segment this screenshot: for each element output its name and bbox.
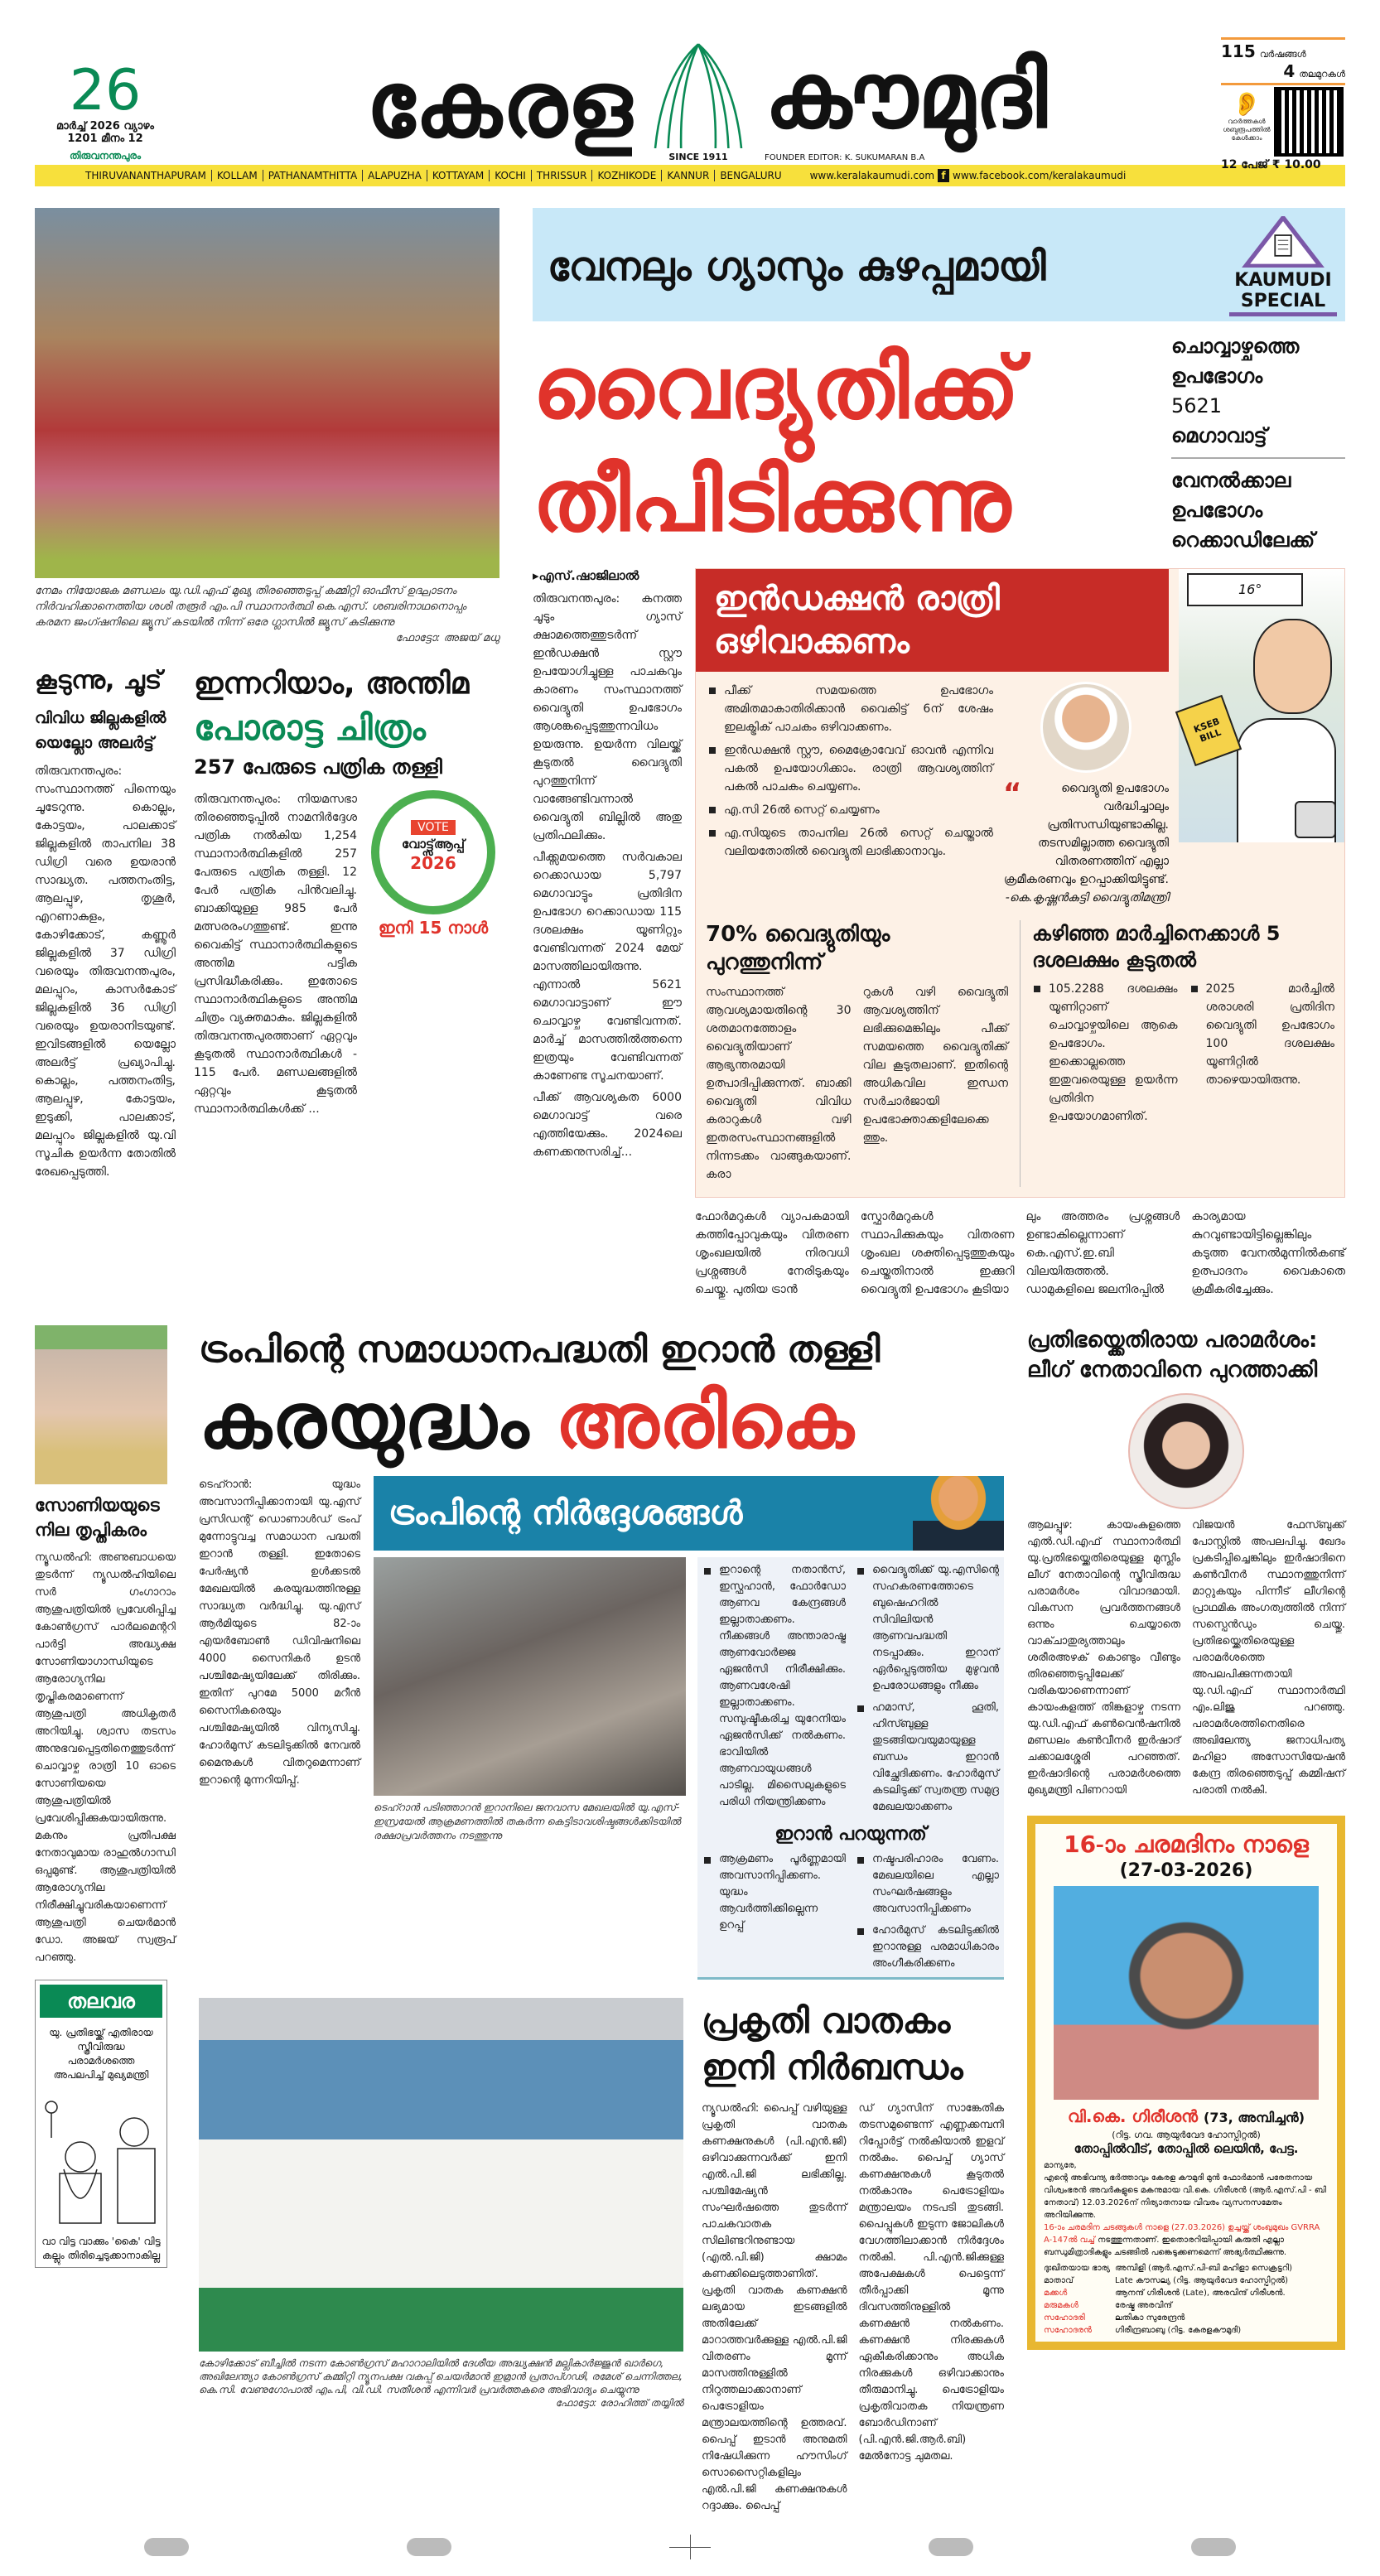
trump-portrait (913, 1476, 1004, 1551)
facebook-link[interactable]: www.facebook.com/keralakaumudi (953, 170, 1127, 181)
lead-byline: ▸എസ്.ഷാജിലാൽ (533, 568, 639, 583)
relation-value: ആനന്ദ് ഗിരീശൻ (Late), അരവിന്ദ് ഗിരീശൻ. (1115, 2289, 1286, 2298)
proposal-item: ഇറാന്റെ നതാൻസ്, ഇസ്ഫഹാൻ, ഫോർഡോ ആണവ കേന്ദ്രങ്ങൾ ഇല്ലാതാക്കണം. നീക്കങ്ങൾ അന്താരാഷ്ട്ര ആണവോർജ്ജ ഏജൻസി നിരീക്ഷിക്കും. ആണവശേഷി ഇല്ലാതാക്കണം. സമ്പുഷ്ടീകരിച്ച യുറേനിയം ഏജൻസിക്ക് നൽകണം. ഭാവിയിൽ ആണവായുധങ്ങൾ പാടില്ല. മിസൈലുകളുടെ പരിധി നിയന്ത്രിക്കണം (702, 1562, 846, 1811)
relation-key: ദുഃഖിതയായ ഭാര്യ (1044, 2264, 1111, 2273)
title-line: ഒഴിവാക്കണം (714, 623, 910, 661)
column-divider (1020, 920, 1021, 1187)
countdown: ഇനി 15 നാൾ (378, 918, 489, 938)
paragraph: കാര്യമായ കുറവുണ്ടായിട്ടില്ലെങ്കിലും കടുത്ത വേനൽമുന്നിൽകണ്ട് ഉത്പാദനം വൈകാതെ ക്രമീകരിച്ചേക്കും. (1191, 1210, 1345, 1296)
rubble-photo (374, 1557, 686, 1796)
page-nav-handle[interactable] (929, 2538, 973, 2556)
special-line-2: SPECIAL (1229, 291, 1337, 316)
cartoon-caption: വാ വിട്ട വാക്കും 'കൈ' വിട്ട കല്ലും തിരിച്ചെടുക്കാനാകില്ല (41, 2236, 161, 2261)
paragraph: സ്ഫോർമറുകൾ സ്ഥാപിക്കുകയും വിതരണ ശൃംഖല ശക്തിപ്പെടുത്തുകയും ചെയ്തതിനാൽ ഇക്കുറി വൈദ്യുതി ഉപഭോഗം കൂടിയാ (860, 1210, 1015, 1296)
photo-credit: ഫോട്ടോ: രോഹിത്ത് തയ്യിൽ (555, 2397, 683, 2409)
years-number: 115 (1221, 41, 1256, 61)
bullet-item: എ.സി 26ൽ സെറ്റ് ചെയ്യണം (707, 801, 993, 819)
cartoon-top-text: യു. പ്രതിഭയ്ക്ക് എതിരായ സ്ത്രീവിരുദ്ധ പരാമർശത്തെ അപലപിച്ച് മുഖ്യമന്ത്രി (49, 2027, 153, 2081)
listen-label: വാർത്തകൾ ശബ്ദരൂപത്തിൽ കേൾക്കാം (1223, 118, 1271, 142)
era-line: 1201 മീനം 12 (67, 133, 143, 145)
city: തിരുവനന്തപുരം (69, 150, 142, 162)
demand-item: ഹോർമുസ് കടലിടുക്കിൽ ഇറാനുള്ള പരമാധികാരം അംഗീകരിക്കണം (856, 1922, 999, 1972)
left-sidebar (35, 1325, 176, 2268)
edition[interactable]: KOZHIKODE (592, 170, 662, 181)
speech-bubble (371, 790, 495, 914)
votesapp-title: വോട്ട്സ്ആപ്പ് (402, 837, 465, 851)
sonia-story (35, 1493, 176, 1966)
relation-key: സഹോദരി (1044, 2313, 1085, 2323)
crosshair-icon (669, 2535, 711, 2559)
logo-left-text: കേരള (365, 51, 632, 157)
edition[interactable]: KOCHI (490, 170, 532, 181)
paragraph: സംസ്ഥാനത്ത് ആവശ്യമായതിന്റെ 30 ശതമാനത്തോളം വൈദ്യുതിയാണ് ആഭ്യന്തരമായി ഉത്പാദിപ്പിക്കുന്നത്. ബാക്കി വൈദ്യുതി വിവിധ കരാറുകൾ വഴി ഇതരസംസ്ഥാനങ്ങളിൽ നിന്നടക്കം വാങ്ങുകയാണ്. കരാ (706, 986, 852, 1181)
relation-key: മരുമകൾ (1044, 2301, 1078, 2310)
minister-quote (1003, 779, 1169, 907)
votesapp-year: 2026 (410, 853, 456, 873)
date-block (35, 37, 176, 162)
paragraph: ഫോർമറുകൾ വ്യാപകമായി കത്തിപ്പോവുകയും വിതരണ ശൃംഖലയിൽ നിരവധി പ്രശ്നങ്ങൾ നേരിടുകയും ചെയ്തു. പുതിയ ട്രാൻ (695, 1210, 849, 1296)
proposals-panel (697, 1557, 1004, 1980)
relation-value: ഗിരീന്ദ്രബാബു (റിട്ട. കേരളകൗമുദി) (1115, 2326, 1242, 2335)
electricity-cartoon (1179, 569, 1344, 842)
edition[interactable]: THRISSUR (532, 170, 593, 181)
league-headline: ലീഗ് നേതാവിനെ പുറത്താക്കി (1027, 1358, 1318, 1382)
ceremony-notice: 16-ാം ചരമദിന ചടങ്ങുകൾ നാളെ (27.03.2026) ഉച്ചയ്ക്ക് ശംഖുമുഖം GVRRA A-147ൽ വച്ച് (1044, 2223, 1320, 2245)
kicker-box (533, 208, 1345, 321)
logo-right-text: കൗമുദി (765, 42, 1048, 148)
relation-value: Late കൗസല്യ (റിട്ട. ആയുർവേദ ഹോസ്പിറ്റൽ) (1115, 2276, 1289, 2285)
tharoor-juice-photo (35, 208, 499, 578)
fact-number: 5621 (1171, 394, 1223, 417)
lead-headline (533, 331, 1155, 557)
heat-subhead: വിവിധ ജില്ലകളിൽ (35, 709, 166, 727)
pages-price: 12 പേജ് ₹ 10.00 (1221, 158, 1321, 171)
headline-line-1: വൈദ്യുതിക്ക് (533, 337, 1020, 438)
sub-story-march (1032, 920, 1334, 1126)
byline-text: എസ്.ഷാജിലാൽ (538, 568, 639, 583)
quote-text: വൈദ്യുതി ഉപഭോഗം വർദ്ധിച്ചാലും പ്രതിസന്ധിയുണ്ടാകില്ല. തടസമില്ലാത്ത വൈദ്യുതി വിതരണത്തിന് എല്ലാ ക്രമീകരണവും ഉറപ്പാക്കിയിട്ടുണ്ട്. (1003, 782, 1169, 886)
thalavara-cartoon (35, 1980, 167, 2268)
date-day: 26 (69, 58, 142, 123)
obituary-photo (1054, 1886, 1319, 2100)
vote-label: VOTE (411, 820, 456, 835)
cooking-pot (1295, 801, 1336, 838)
heat-headline: കൂടുന്നു, ചൂട് (35, 666, 162, 695)
nomination-body: തിരുവനന്തപുരം: നിയമസഭാ തിരഞ്ഞെടുപ്പിൽ നാമനിർദ്ദേശ പത്രിക നൽകിയ 1,254 സ്ഥാനാർത്ഥികളിൽ 257 പേരുടെ പത്രിക തള്ളി. 12 പേർ പത്രിക പിൻവലിച്ചു. ബാക്കിയുള്ള 985 പേർ മത്സരരംഗത്തുണ്ട്. ഇന്നു വൈകിട്ട് സ്ഥാനാർത്ഥികളുടെ അന്തിമ പട്ടിക പ്രസിദ്ധീകരിക്കും. ഇതോടെ സ്ഥാനാർത്ഥികളുടെ അന്തിമ ചിത്രം വ്യക്തമാകും. ജില്ലകളിൽ തിരുവനന്തപുരത്താണ് ഏറ്റവും കൂടുതൽ സ്ഥാനാർത്ഥികൾ - 115 പേർ. മണ്ഡലങ്ങളിൽ ഏറ്റവും കൂടുതൽ സ്ഥാനാർത്ഥികൾക്ക് ... (194, 793, 357, 1116)
logo (195, 37, 1201, 162)
relation-key: സഹോദരൻ (1044, 2326, 1092, 2335)
fact-text: ഉപഭോഗം (1171, 364, 1263, 388)
iran-body: ടെഹ്റാൻ: യുദ്ധം അവസാനിപ്പിക്കാനായി യു.എസ് പ്രസിഡന്റ് ഡൊണാൾഡ് ട്രംപ് മുന്നോട്ടുവച്ച സമാധാന പദ്ധതി ഇറാൻ തള്ളി. ഇതോടെ പേർഷ്യൻ ഉൾക്കടൽ മേഖലയിൽ കരയുദ്ധത്തിനുള്ള സാദ്ധ്യത വർദ്ധിച്ചു. യു.എസ് ആർമിയുടെ 82-ാം എയർബോൺ ഡിവിഷനിലെ 4000 സൈനികർ ഉടൻ പശ്ചിമേഷ്യയിലേക്ക് തിരിക്കും. ഇതിന് പുറമേ 5000 മറീൻ സൈനികരെയും പശ്ചിമേഷ്യയിൽ വിന്യസിച്ചു. ഹോർമുസ് കടലിടുക്കിൽ നേവൽ മൈനുകൾ വിതറുമെന്നാണ് ഇറാന്റെ മുന്നറിയിപ്പ്. (199, 1479, 360, 1787)
iran-kicker: ട്രംപിന്റെ സമാധാനപദ്ധതി ഇറാൻ തള്ളി (199, 1329, 881, 1371)
relation-value: രേഷ്മ അരവിന്ദ് (1115, 2301, 1172, 2310)
demand-item: ആക്രമണം പൂർണ്ണമായി അവസാനിപ്പിക്കണം. യുദ്ധം ആവർത്തിക്കില്ലെന്ന ഉറപ്പ് (702, 1851, 846, 1934)
qr-code[interactable] (1277, 90, 1340, 153)
website-link[interactable]: www.keralakaumudi.com (809, 170, 935, 181)
edition[interactable]: ALAPUZHA (363, 170, 427, 181)
paragraph: വിജയൻ ഫേസ്ബുക്ക് പോസ്റ്റിൽ അപലപിച്ചു. ഖേദം പ്രകടിപ്പിച്ചെങ്കിലും ഇർഷാദിനെ കൺവീനർ സ്ഥാനത്തുനിന്ന് മാറ്റുകയും പിന്നീട് ലീഗിന്റെ പ്രാഥമിക അംഗത്വത്തിൽ നിന്ന് സസ്പെൻഡും ചെയ്തു. പ്രതിഭയ്ക്കെതിരെയുള്ള പരാമർശത്തെ അപലപിക്കുന്നതായി യു.ഡി.എഫ് സ്ഥാനാർത്ഥി എം.ലിജു പറഞ്ഞു. പരാമർശത്തിനെതിരെ അഖിലേന്ത്യ ജനാധിപത്യ മഹിളാ അസോസിയേഷൻ കേന്ദ്ര തിരഞ്ഞെടുപ്പ് കമ്മിഷന് പരാതി നൽകി. (1192, 1519, 1345, 1797)
induction-bullets (696, 682, 993, 907)
obituary-text: നടത്തുന്നതാണ്. ഇതൊരറിയിപ്പായി കരുതി എല്ലാ ബന്ധുമിത്രാദികളും ചടങ്ങിൽ പങ്കെടുക്കണമെന്ന് അഭ്യർത്ഥിക്കുന്നു. (1044, 2236, 1287, 2257)
edition[interactable]: KOTTAYAM (427, 170, 490, 181)
lead-side-facts (1171, 331, 1345, 555)
fact-text: മെഗാവാട്ട് (1171, 424, 1267, 447)
obituary-ad (1027, 1816, 1345, 2350)
top-photo-caption (35, 583, 499, 646)
fact-text: വേനൽക്കാല (1171, 469, 1291, 492)
lead-continuation (695, 1208, 1345, 1302)
trump-banner-box (374, 1476, 1004, 1551)
crosshair-icon-v (690, 2535, 691, 2559)
bullet-item: എ.സിയുടെ താപനില 26ൽ സെറ്റ് ചെയ്താൽ വലിയതോതിൽ വൈദ്യുതി ലാഭിക്കാനാവും. (707, 824, 993, 861)
fact-text: റെക്കാഡിലേക്ക് (1171, 528, 1315, 552)
lead-column (533, 568, 682, 1165)
nomination-headline: ഇന്നറിയാം, അന്തിമ (194, 667, 470, 701)
kseb-bill: KSEB BILL (1175, 695, 1242, 766)
headline-line-2: തീപിടിക്കുന്നു (533, 450, 1011, 551)
document-icon (1242, 216, 1325, 268)
sub-title: കഴിഞ്ഞ മാർച്ചിനെക്കാൾ 5 ദശലക്ഷം കൂടുതൽ (1032, 922, 1281, 972)
proposal-item: ഹമാസ്, ഹൂതി, ഹിസ്ബുള്ള തുടങ്ങിയവയുമായുള്ള ബന്ധം ഇറാൻ വിച്ഛേദിക്കണം. ഹോർമുസ് കടലിടുക്ക് സ്വതന്ത്ര സമുദ്ര മേഖലയാക്കണം (856, 1700, 999, 1816)
iran-headline-black: കരയുദ്ധം (199, 1377, 529, 1465)
paragraph: ആലപ്പുഴ: കായംകുളത്തെ എൽ.ഡി.എഫ് സ്ഥാനാർത്ഥി യു.പ്രതിഭയ്ക്കെതിരെയുള്ള മുസ്ലിം ലീഗ് നേതാവിന്റെ സ്ത്രീവിരുദ്ധ പരാമർശം വിവാദമായി. വികസന പ്രവർത്തനങ്ങൾ ഒന്നും ചെയ്യാതെ വാക്ചാതുര്യത്താലും ശരീരഅഴക് കൊണ്ടും വീണ്ടും തിരഞ്ഞെടുപ്പിലേക്ക് വരികയാണെന്നാണ് കായംകുളത്ത് തിങ്കളാഴ്ച നടന്ന യു.ഡി.എഫ് കൺവെൻഷനിൽ മണ്ഡലം കൺവീനർ ഇർഷാദ് ചക്കാലശ്ശേരി പറഞ്ഞത്. ഇർഷാദിന്റെ പരാമർശത്തെ മുഖ്യമന്ത്രി പിണറായി (1027, 1519, 1180, 1797)
nomination-headline-green: പോരാട്ട ചിത്രം (194, 707, 426, 748)
congress-rally-photo (199, 1998, 683, 2352)
bullet-item: 2025 മാർച്ചിൽ ശരാശരി പ്രതിദിന വൈദ്യുതി ഉപഭോഗം 100 ദശലക്ഷം യൂണിറ്റിൽ താഴെയായിരുന്നു. (1189, 980, 1335, 1089)
obituary-date: (27-03-2026) (1119, 1860, 1253, 1881)
right-masthead (1221, 37, 1345, 171)
quote-mark-icon: “ (1003, 777, 1022, 810)
lead-kicker: വേനലും ഗ്യാസും കുഴപ്പമായി (548, 243, 1046, 290)
rally-photo-caption (199, 2357, 683, 2410)
heat-body: തിരുവനന്തപുരം: സംസ്ഥാനത്ത് പിന്നെയും ചൂടേറുന്നു. കൊല്ലം, കോട്ടയം, പാലക്കാട് ജില്ലകളിൽ താപനില 38 ഡിഗ്രി വരെ ഉയരാൻ സാദ്ധ്യത. പത്തനംതിട്ട, ആലപ്പുഴ, തൃശൂർ, എറണാകുളം, കോഴിക്കോട്, കണ്ണൂർ ജില്ലകളിൽ 37 ഡിഗ്രി വരെയും തിരുവനന്തപുരം, മലപ്പുറം, കാസർകോട് ജില്ലകളിൽ 36 ഡിഗ്രി വരെയും ഉയരാനിടയുണ്ട്. ഇവിടങ്ങളിൽ യെല്ലോ അലർട്ട് പ്രഖ്യാപിച്ചു. കൊല്ലം, പത്തനംതിട്ട, ആലപ്പുഴ, കോട്ടയം, ഇടുക്കി, പാലക്കാട്, മലപ്പുറം ജില്ലകളിൽ യു.വി സൂചിക ഉയർന്ന തോതിൽ രേഖപ്പെടുത്തി. (35, 765, 176, 1179)
title-line: ഇൻഡക്ഷൻ രാത്രി (714, 580, 1000, 618)
lower-section (35, 1325, 1345, 2518)
top-left-column (35, 208, 499, 1181)
sonia-headline: സോണിയയുടെ നില തൃപ്തികരം (35, 1495, 160, 1540)
photo-credit: ഫോട്ടോ: അജയ് മധു (395, 632, 499, 644)
sweating-man-head (1253, 619, 1332, 714)
page-nav-handle[interactable] (407, 2538, 451, 2556)
bullet-item: ഇൻഡക്ഷൻ സ്റ്റൗ, മൈക്രോവേവ് ഓവൻ എന്നിവ പകൽ ഉപയോഗിക്കാം. രാത്രി ആവശ്യത്തിന് പകൽ പാചകം ചെയ്യണം. (707, 741, 993, 796)
ear-icon: 👂 (1232, 90, 1262, 118)
right-column (1027, 1325, 1345, 2350)
cartoon-drawing (43, 2091, 159, 2231)
editions-band (35, 165, 1345, 186)
sonia-body: ന്യൂഡൽഹി: അണുബാധയെ തുടർന്ന് ന്യൂഡൽഹിയിലെ സർ ഗംഗാറാം ആശുപത്രിയിൽ പ്രവേശിപ്പിച്ച കോൺഗ്രസ് പാർലമെന്ററി പാർട്ടി അദ്ധ്യക്ഷ സോണിയാഗാന്ധിയുടെ ആരോഗ്യനില തൃപ്തികരമാണെന്ന് ആശുപത്രി അധികൃതർ അറിയിച്ചു. ശ്വാസ തടസം അനുഭവപ്പെട്ടതിനെത്തുടർന്ന് ചൊവ്വാഴ്ച രാത്രി 10 ഓടെ സോണിയയെ ആശുപത്രിയിൽ പ്രവേശിപ്പിക്കുകയായിരുന്നു. മകനും പ്രതിപക്ഷ നേതാവുമായ രാഹുൽഗാന്ധി ഒപ്പമുണ്ട്. ആശുപത്രിയിൽ ആരോഗ്യനില നിരീക്ഷിച്ചുവരികയാണെന്ന് ആശുപത്രി ചെയർമാൻ ഡോ. അജയ് സ്വരൂപ് പറഞ്ഞു. (35, 1551, 176, 1964)
gas-headline: ഇനി നിർബന്ധം (702, 2047, 963, 2087)
deceased-role: (റിട്ട. ഗവ. ആയുർവേദ ഹോസ്പിറ്റൽ) (1112, 2130, 1261, 2140)
divider (1171, 457, 1345, 459)
minister-portrait (1040, 682, 1132, 773)
founder-label: FOUNDER EDITOR: K. SUKUMARAN B.A (765, 153, 925, 162)
edition[interactable]: KANNUR (662, 170, 715, 181)
date-line: മാർച്ച് 2026 വ്യാഴം (55, 120, 155, 133)
generations-number: 4 (1283, 61, 1296, 81)
votesapp-badge (367, 790, 499, 938)
demand-item: നഷ്ടപരിഹാരം വേണം. മേഖലയിലെ എല്ലാ സംഘർഷങ്ങളും അവസാനിപ്പിക്കണം (856, 1851, 999, 1918)
salutation: മാന്യരേ, (1044, 2161, 1077, 2170)
quote-attribution: -കെ.കൃഷ്ണൻകുട്ടി വൈദ്യുതിമന്ത്രി (1005, 891, 1169, 904)
paragraph: ന്യൂഡൽഹി: പൈപ്പ് വഴിയുള്ള പ്രകൃതി വാതക കണക്ഷനുകൾ (പി.എൻ.ജി) ഒഴിവാക്കുന്നവർക്ക് ഇനി എൽ.പി.ജി ലഭിക്കില്ല. പശ്ചിമേഷ്യൻ സംഘർഷത്തെ തുടർന്ന് പാചകവാതക സിലിണ്ടറിനുണ്ടായ (എൽ.പി.ജി) ക്ഷാമം കണക്കിലെടുത്താണിത്. പ്രകൃതി വാതക കണക്ഷൻ ലഭ്യമായ ഇടങ്ങളിൽ അതിലേക്ക് മാറാത്തവർക്കുള്ള എൽ.പി.ജി വിതരണം മൂന്ന് മാസത്തിനുള്ളിൽ നിറുത്തലാക്കാനാണ് പെട്രോളിയം മന്ത്രാലയത്തിന്റെ ഉത്തരവ്. പൈപ്പ് ഇടാൻ അനുമതി നിഷേധിക്കുന്ന ഹൗസിംഗ് സൊസൈറ്റികളിലും എൽ.പി.ജി കണക്ഷനുകൾ റദ്ദാക്കും. പൈപ്പ് (702, 2102, 847, 2512)
iran-headline-red: അരികെ (555, 1377, 854, 1465)
edition[interactable]: PATHANAMTHITTA (263, 170, 363, 181)
fact-text: ചൊവ്വാഴ്ചത്തെ (1171, 335, 1300, 358)
iran-demands-title: ഇറാൻ പറയുന്നത് (774, 1824, 927, 1845)
sub-title: 70% വൈദ്യുതിയും പുറത്തുനിന്ന് (706, 922, 890, 975)
deceased-age: (73, അമ്പിച്ചൻ) (1204, 2110, 1305, 2125)
relation-value: ലതികാ സുരേന്ദ്രൻ (1115, 2313, 1185, 2323)
deceased-address: തോപ്പിൽവീട്, തോപ്പിൽ ലെയിൻ, പേട്ട. (1074, 2141, 1299, 2156)
page-nav-handle[interactable] (144, 2538, 189, 2556)
relation-key: മാതാവ് (1044, 2276, 1074, 2285)
facebook-icon: f (938, 169, 949, 182)
deceased-name: വി.കെ. ഗിരീശൻ (1067, 2106, 1199, 2126)
caption-text: നേമം നിയോജക മണ്ഡലം യു.ഡി.എഫ് മുഖ്യ തിരഞ്ഞെടുപ്പ് കമ്മിറ്റി ഓഫീസ് ഉദ്ഘാടനം നിർവഹിക്കാനെത്തിയ ശശി തരൂർ എം.പി സ്ഥാനാർത്ഥി കെ.എസ്. ശബരിനാഥനൊപ്പം കരമന ജംഗ്ഷനിലെ ജ്യൂസ് കടയിൽ നിന്ന് ഒരേ ഗ്ലാസിൽ ജ്യൂസ് കുടിക്കുന്നു (35, 585, 466, 629)
page-nav (35, 2535, 1345, 2559)
top-right-column (533, 208, 1345, 1302)
palm-leaf-icon (640, 41, 756, 148)
paragraph: ഡ് ഗ്യാസിന് സാങ്കേതിക തടസമുണ്ടെന്ന് എണ്ണക്കമ്പനി റിപ്പോർട്ട് നൽകിയാൽ ഇളവ് നൽകും. പൈപ്പ് ഗ്യാസ് കണക്ഷനുകൾ കൂടുതൽ നൽകാനും പെട്രോളിയം മന്ത്രാലയം നടപടി തുടങ്ങി. പൈപ്പുകൾ ഇടുന്ന ജോലികൾ വേഗത്തിലാക്കാൻ നിർദ്ദേശം നൽകി. പി.എൻ.ജിക്കുള്ള അപേക്ഷകൾ പെട്ടെന്ന് തീർപ്പാക്കി മൂന്നു ദിവസത്തിനുള്ളിൽ കണക്ഷൻ നൽകണം. കണക്ഷൻ നിരക്കുകൾ ഏകീകരിക്കാനും അധിക നിരക്കുകൾ ഒഴിവാക്കാനും തീരുമാനിച്ചു. പെട്രോളിയം പ്രകൃതിവാതക നിയന്ത്രണ ബോർഡിനാണ് (പി.എൻ.ജി.ആർ.ബി) മേൽനോട്ട ചുമതല. (858, 2102, 1004, 2463)
iran-story (199, 1325, 1004, 1468)
fact-text: ഉപഭോഗം (1171, 499, 1263, 522)
league-story (1027, 1325, 1345, 1802)
paragraph: റുകൾ വഴി വൈദ്യുതി ആവശ്യത്തിന് ലഭിക്കുമെങ്കിലും പീക്ക് സമയത്തെ വൈദ്യുതിക്ക് വില കൂടുതലാണ്. ഇതിന്റെ അധികവില ഇന്ധന സർചാർജായി ഉപഭോക്താക്കളിലേക്കെത്തും. (862, 986, 1008, 1145)
nomination-subhead: 257 പേരുടെ പത്രിക തള്ളി (194, 755, 442, 779)
prathibha-photo (1128, 1393, 1244, 1509)
relation-key: മക്കൾ (1044, 2289, 1068, 2298)
page-nav-handle[interactable] (1191, 2538, 1236, 2556)
nomination-story (194, 664, 499, 1118)
heat-story (35, 664, 176, 1181)
caption-text: കോഴിക്കോട് ബീച്ചിൽ നടന്ന കോൺഗ്രസ് മഹാറാലിയിൽ ദേശീയ അദ്ധ്യക്ഷൻ മല്ലികാർജ്ജുൻ ഖാർഗെ, അഖിലേന്ത്യാ കോൺഗ്രസ് കമ്മിറ്റി ന്യൂനപക്ഷ വകുപ്പ് ചെയർമാൻ ഇമ്രാൻ പ്രതാപ്ഗഢി, രമേശ് ചെന്നിത്തല, കെ.സി. വേണുഗോപാൽ എം.പി, വി.ഡി. സതീശൻ എന്നിവർ പ്രവർത്തകരെ അഭിവാദ്യം ചെയ്യുന്നു (199, 2357, 683, 2395)
anniversary-block (1221, 37, 1345, 85)
center-column (199, 1325, 1004, 2518)
special-line-1: KAUMUDI (1234, 270, 1332, 291)
years-label: വർഷങ്ങൾ (1259, 49, 1306, 60)
since-label: SINCE 1911 (668, 152, 728, 162)
obituary-text: എന്റെ അഭിവന്ദ്യ ഭർത്താവും കേരള കൗമുദി മുൻ ഫോർമാൻ പരേതനായ വിശ്വംഭരൻ അവർകളുടെ മകനുമായ വി.കെ. ഗിരീശൻ (ആർ.എസ്.പി - ബി നേതാവ്) 12.03.2026ന് നിര്യാതനായ വിവരം വ്യസനസമേതം അറിയിക്കുന്നു. (1044, 2173, 1327, 2220)
paragraph: തിരുവനന്തപുരം: കനത്ത ചൂടും ഗ്യാസ് ക്ഷാമത്തെത്തുടർന്ന് ഇൻഡക്ഷൻ സ്റ്റൗ ഉപയോഗിച്ചുള്ള പാചകവും കാരണം സംസ്ഥാനത്ത് വൈദ്യുതി ഉപഭോഗം ആശങ്കപ്പെടുത്തുന്നവിധം ഉയരുന്നു. ഉയർന്ന വിലയ്ക്ക് കൂടുതൽ വൈദ്യുതി പുറത്തുനിന്ന് വാങ്ങേണ്ടിവന്നാൽ വൈദ്യുതി ബില്ലിൽ അതു പ്രതിഫലിക്കും. (533, 592, 682, 842)
lead-body (533, 590, 682, 1161)
league-headline: പ്രതിഭയ്ക്കെതിരായ പരാമർശം: (1027, 1328, 1318, 1353)
rubble-photo-caption: ടെഹ്റാൻ പടിഞ്ഞാറൻ ഇറാനിലെ ജനവാസ മേഖലയിൽ യു.എസ്-ഇസ്രയേൽ ആക്രമണത്തിൽ തകർന്ന കെട്ടിടാവശിഷ്ടങ്ങൾക്കിടയിൽ രക്ഷാപ്രവർത്തനം നടത്തുന്നു (374, 1802, 681, 1841)
paragraph: ലും അത്തരം പ്രശ്നങ്ങൾ ഉണ്ടാകില്ലെന്നാണ് കെ.എസ്.ഇ.ബി വിലയിരുത്തൽ. ഡാമുകളിലെ ജലനിരപ്പിൽ (1025, 1210, 1180, 1296)
generations-label: തലമുറകൾ (1299, 69, 1345, 80)
obituary-title: 16-ാം ചരമദിനം നാളെ (1064, 1831, 1309, 1858)
edition[interactable]: THIRUVANANTHAPURAM (80, 170, 212, 181)
relation-value: അമ്പിളി (ആർ.എസ്.പി-ബി മഹിളാ സെക്രട്ടറി) (1115, 2264, 1292, 2273)
edition[interactable]: KOLLAM (212, 170, 263, 181)
heat-subhead: യെല്ലോ അലർട്ട് (35, 734, 154, 752)
edition[interactable]: BENGALURU (720, 170, 782, 181)
sonia-photo (35, 1325, 167, 1484)
gas-story (702, 1998, 1004, 2518)
paragraph: പീക്ക്സമയത്തെ സർവകാല റെക്കാഡായ 5,797 മെഗാവാട്ടും പ്രതിദിന ഉപഭോഗ റെക്കാഡായ 115 ദശലക്ഷം യൂണിറ്റും വേണ്ടിവന്നത് 2024 മേയ് മാസത്തിലായിരുന്നു. എന്നാൽ 5621 മെഗാവാട്ടാണ് ഈ ചൊവ്വാഴ്ച വേണ്ടിവന്നത്. മാർച്ച് മാസത്തിൽത്തന്നെ ഇത്രയും വേണ്ടിവന്നത് കാണേണ്ട സൂചനയാണ്. (533, 851, 682, 1083)
trump-banner: ട്രംപിന്റെ നിർദ്ദേശങ്ങൾ (388, 1494, 743, 1532)
gas-headline: പ്രകൃതി വാതകം (702, 2000, 951, 2041)
proposal-item: വൈദ്യുതിക്ക് യു.എസിന്റെ സഹകരണത്തോടെ ബുഷെഹറിൽ സിവിലിയൻ ആണവപദ്ധതി നടപ്പാക്കും. ഇറാന് ഏർപ്പെടുത്തിയ മുഴുവൻ ഉപരോധങ്ങളും നീക്കും (856, 1562, 999, 1695)
masthead (35, 0, 1345, 171)
sub-story-import (706, 920, 1008, 1187)
air-conditioner: 16° (1187, 573, 1303, 606)
bullet-item: 105.2288 ദശലക്ഷം യൂണിറ്റാണ് ചൊവ്വാഴ്ചയിലെ ആകെ ഉപഭോഗം. ഇക്കൊല്ലത്തെ ഇതുവരെയുള്ള ഉയർന്ന പ്രതിദിന ഉപയോഗമാണിത്. (1032, 980, 1178, 1126)
top-section (35, 208, 1345, 1302)
kaumudi-special-badge (1229, 216, 1337, 316)
induction-title-box (696, 569, 1169, 672)
induction-box (695, 568, 1345, 1198)
cartoon-title: തലവര (40, 1985, 162, 2018)
paragraph: പീക്ക് ആവശ്യകത 6000 മെഗാവാട്ട് വരെ എത്തിയേക്കും. 2024ലെ കണക്കനുസരിച്ച്... (533, 1091, 682, 1159)
bullet-item: പീക്ക് സമയത്തെ ഉപഭോഗം അമിതമാകാതിരിക്കാൻ വൈകിട്ട് 6ന് ശേഷം ഇലക്ട്രിക് പാചകം ഒഴിവാക്കണം. (707, 682, 993, 736)
